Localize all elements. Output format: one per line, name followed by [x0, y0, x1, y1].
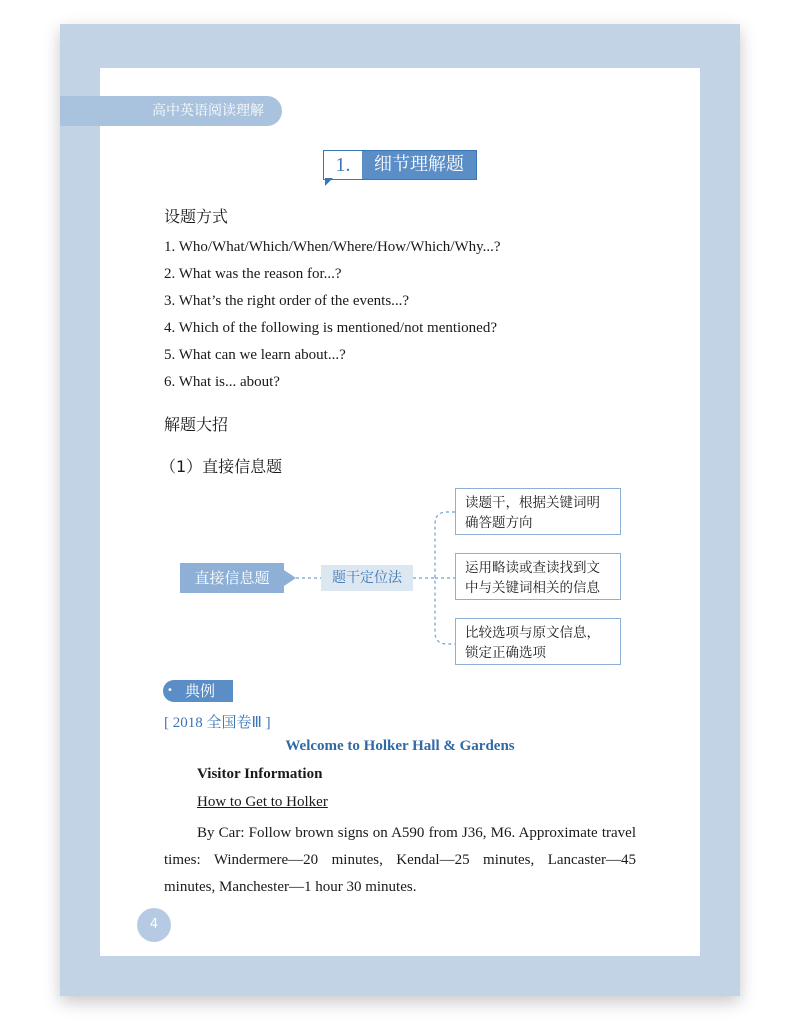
mindmap-leaf-line: 锁定正确选项 [465, 645, 546, 661]
how-to-get-heading: How to Get to Holker [197, 794, 328, 810]
visitor-info-heading: Visitor Information [197, 766, 323, 782]
book-title-tab: 高中英语阅读理解 [60, 96, 282, 126]
section-title-text: 细节理解题 [362, 151, 476, 179]
mindmap-leaf-line: 读题干，根据关键词明 [465, 495, 600, 511]
passage-paragraph: By Car: Follow brown signs on A590 from J36, M6. Approximate travel times: Windermere—20 minutes, Kendal—25 minutes, Lancaster—45 minutes, Manchester—1 hour 30 minutes. [164, 825, 636, 895]
list-item: 4. Which of the following is mentioned/not mentioned? [164, 320, 497, 336]
mindmap-leaf-line: 中与关键词相关的信息 [465, 580, 600, 596]
list-item: 1. Who/What/Which/When/Where/How/Which/Why...? [164, 239, 501, 255]
example-source: [ 2018 全国卷Ⅲ ] [164, 715, 271, 731]
mindmap-leaf-line: 比较选项与原文信息， [465, 625, 600, 641]
mindmap-leaf-line: 确答题方向 [465, 515, 533, 531]
mindmap-root: 直接信息题 [180, 563, 284, 593]
strategy-heading: 解题大招 [164, 415, 229, 434]
list-item: 3. What’s the right order of the events...? [164, 293, 410, 309]
example-tag-label: 典例 [177, 680, 233, 702]
mindmap-middle: 题干定位法 [321, 565, 413, 591]
list-item: 6. What is... about? [164, 374, 280, 390]
mindmap-leaf [455, 553, 621, 600]
mindmap-leaf-line: 运用略读或查读找到文 [465, 560, 600, 576]
list-item: 5. What can we learn about...? [164, 347, 346, 363]
mindmap-root-arrow [284, 570, 296, 586]
passage-title: Welcome to Holker Hall & Gardens [285, 738, 515, 754]
example-dot-icon: • [163, 680, 177, 702]
page-number: 4 [137, 908, 171, 942]
mindmap-leaf [455, 488, 621, 535]
list-item: 2. What was the reason for...? [164, 266, 342, 282]
strategy-subheading: （1）直接信息题 [160, 457, 283, 476]
section-number: 1. [324, 151, 362, 179]
question-types-heading: 设题方式 [164, 207, 229, 226]
mindmap-leaf [455, 618, 621, 665]
example-tag [163, 680, 233, 702]
